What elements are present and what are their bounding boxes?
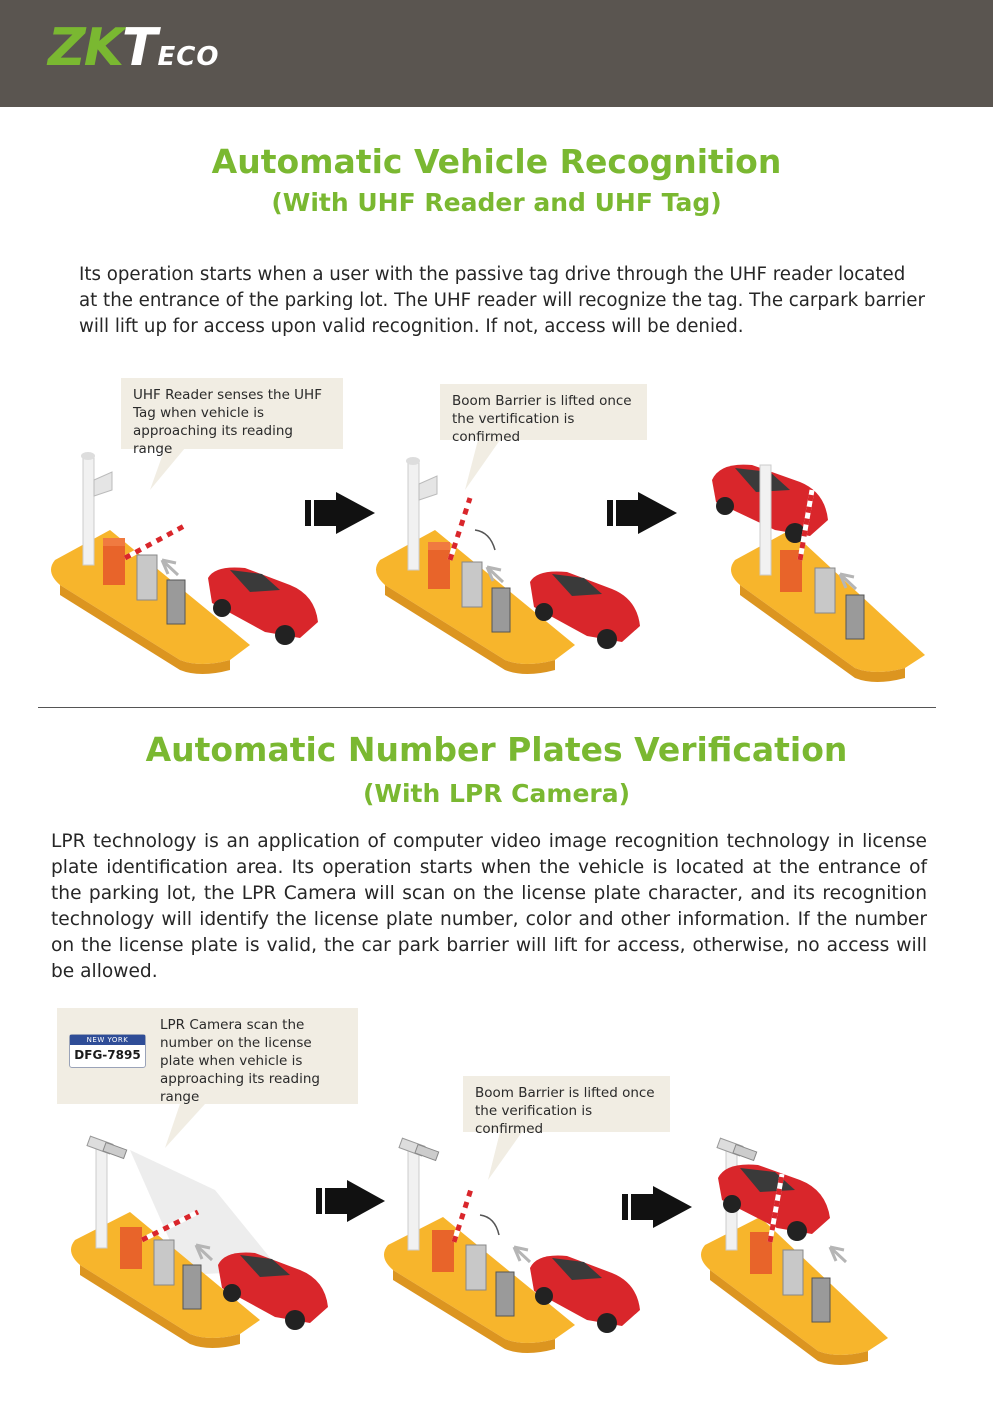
lpr-scene-illustration [0, 1100, 993, 1380]
page-header [0, 0, 993, 107]
logo-zk: ZK [48, 18, 122, 78]
section1-description: Its operation starts when a user with the passive tag drive through the UHF reader located at the entrance of the parking lot. The UHF reader will recognize the tag. The carpark barrier will lift up for access upon valid recognition. If not, access will be denied. [79, 264, 925, 337]
callout-3-tail [165, 1104, 205, 1148]
plate-number: DFG-7895 [74, 1048, 141, 1062]
section-divider [38, 707, 936, 708]
section1-subtitle: (With UHF Reader and UHF Tag) [271, 188, 722, 217]
arrow-right-icon [316, 1180, 385, 1222]
section2-subtitle: (With LPR Camera) [362, 779, 631, 808]
uhf-reader-callout: UHF Reader senses the UHF Tag when vehicle is approaching its reading range [121, 378, 343, 449]
step2-scene [376, 457, 640, 674]
arrow-right-icon [622, 1186, 692, 1228]
boom-barrier-callout: Boom Barrier is lifted once the vertification is confirmed [440, 384, 647, 440]
arrow-right-icon [305, 492, 375, 534]
boom-barrier-icon [432, 1230, 454, 1272]
uhf-reader-pole [760, 465, 771, 575]
plate-state: NEW YORK [70, 1035, 145, 1045]
boom-barrier-callout-2: Boom Barrier is lifted once the verification is confirmed [463, 1076, 670, 1132]
lpr-step2-scene [384, 1138, 640, 1353]
boom-barrier-icon [120, 1227, 142, 1269]
arrow-right-icon [607, 492, 677, 534]
logo-t: T [122, 18, 156, 78]
section2-title: Automatic Number Plates Verification [145, 730, 848, 769]
section1-title: Automatic Vehicle Recognition [211, 142, 782, 181]
lpr-camera-callout: LPR Camera scan the number on the license plate when vehicle is approaching its reading range [57, 1008, 358, 1104]
callout-2-tail [465, 440, 500, 490]
zkteco-logo [48, 18, 219, 78]
step1-scene [51, 452, 318, 674]
lpr-step3-scene [701, 1138, 888, 1365]
step3-scene [712, 465, 925, 682]
callout-4-tail [488, 1132, 522, 1180]
boom-barrier-icon [428, 547, 450, 589]
section2-description: LPR technology is an application of computer video image recognition technology in license plate identification area. Its operation starts when the vehicle is located at the entrance of the parking lot, the LPR Camera will scan on the license plate character, and its recognition technology will identify the license plate number, color and other information. If the number on the license plate is valid, the car park barrier will lift for access, otherwise, no access will be allowed. [51, 831, 927, 982]
uhf-reader-pole [408, 460, 419, 570]
lpr-step1-scene [71, 1136, 328, 1348]
uhf-reader-pole [83, 455, 94, 565]
boom-barrier-icon [103, 543, 125, 585]
uhf-reader-icon [94, 472, 112, 496]
license-plate-icon [69, 1034, 146, 1068]
logo-eco: ECO [157, 42, 220, 72]
